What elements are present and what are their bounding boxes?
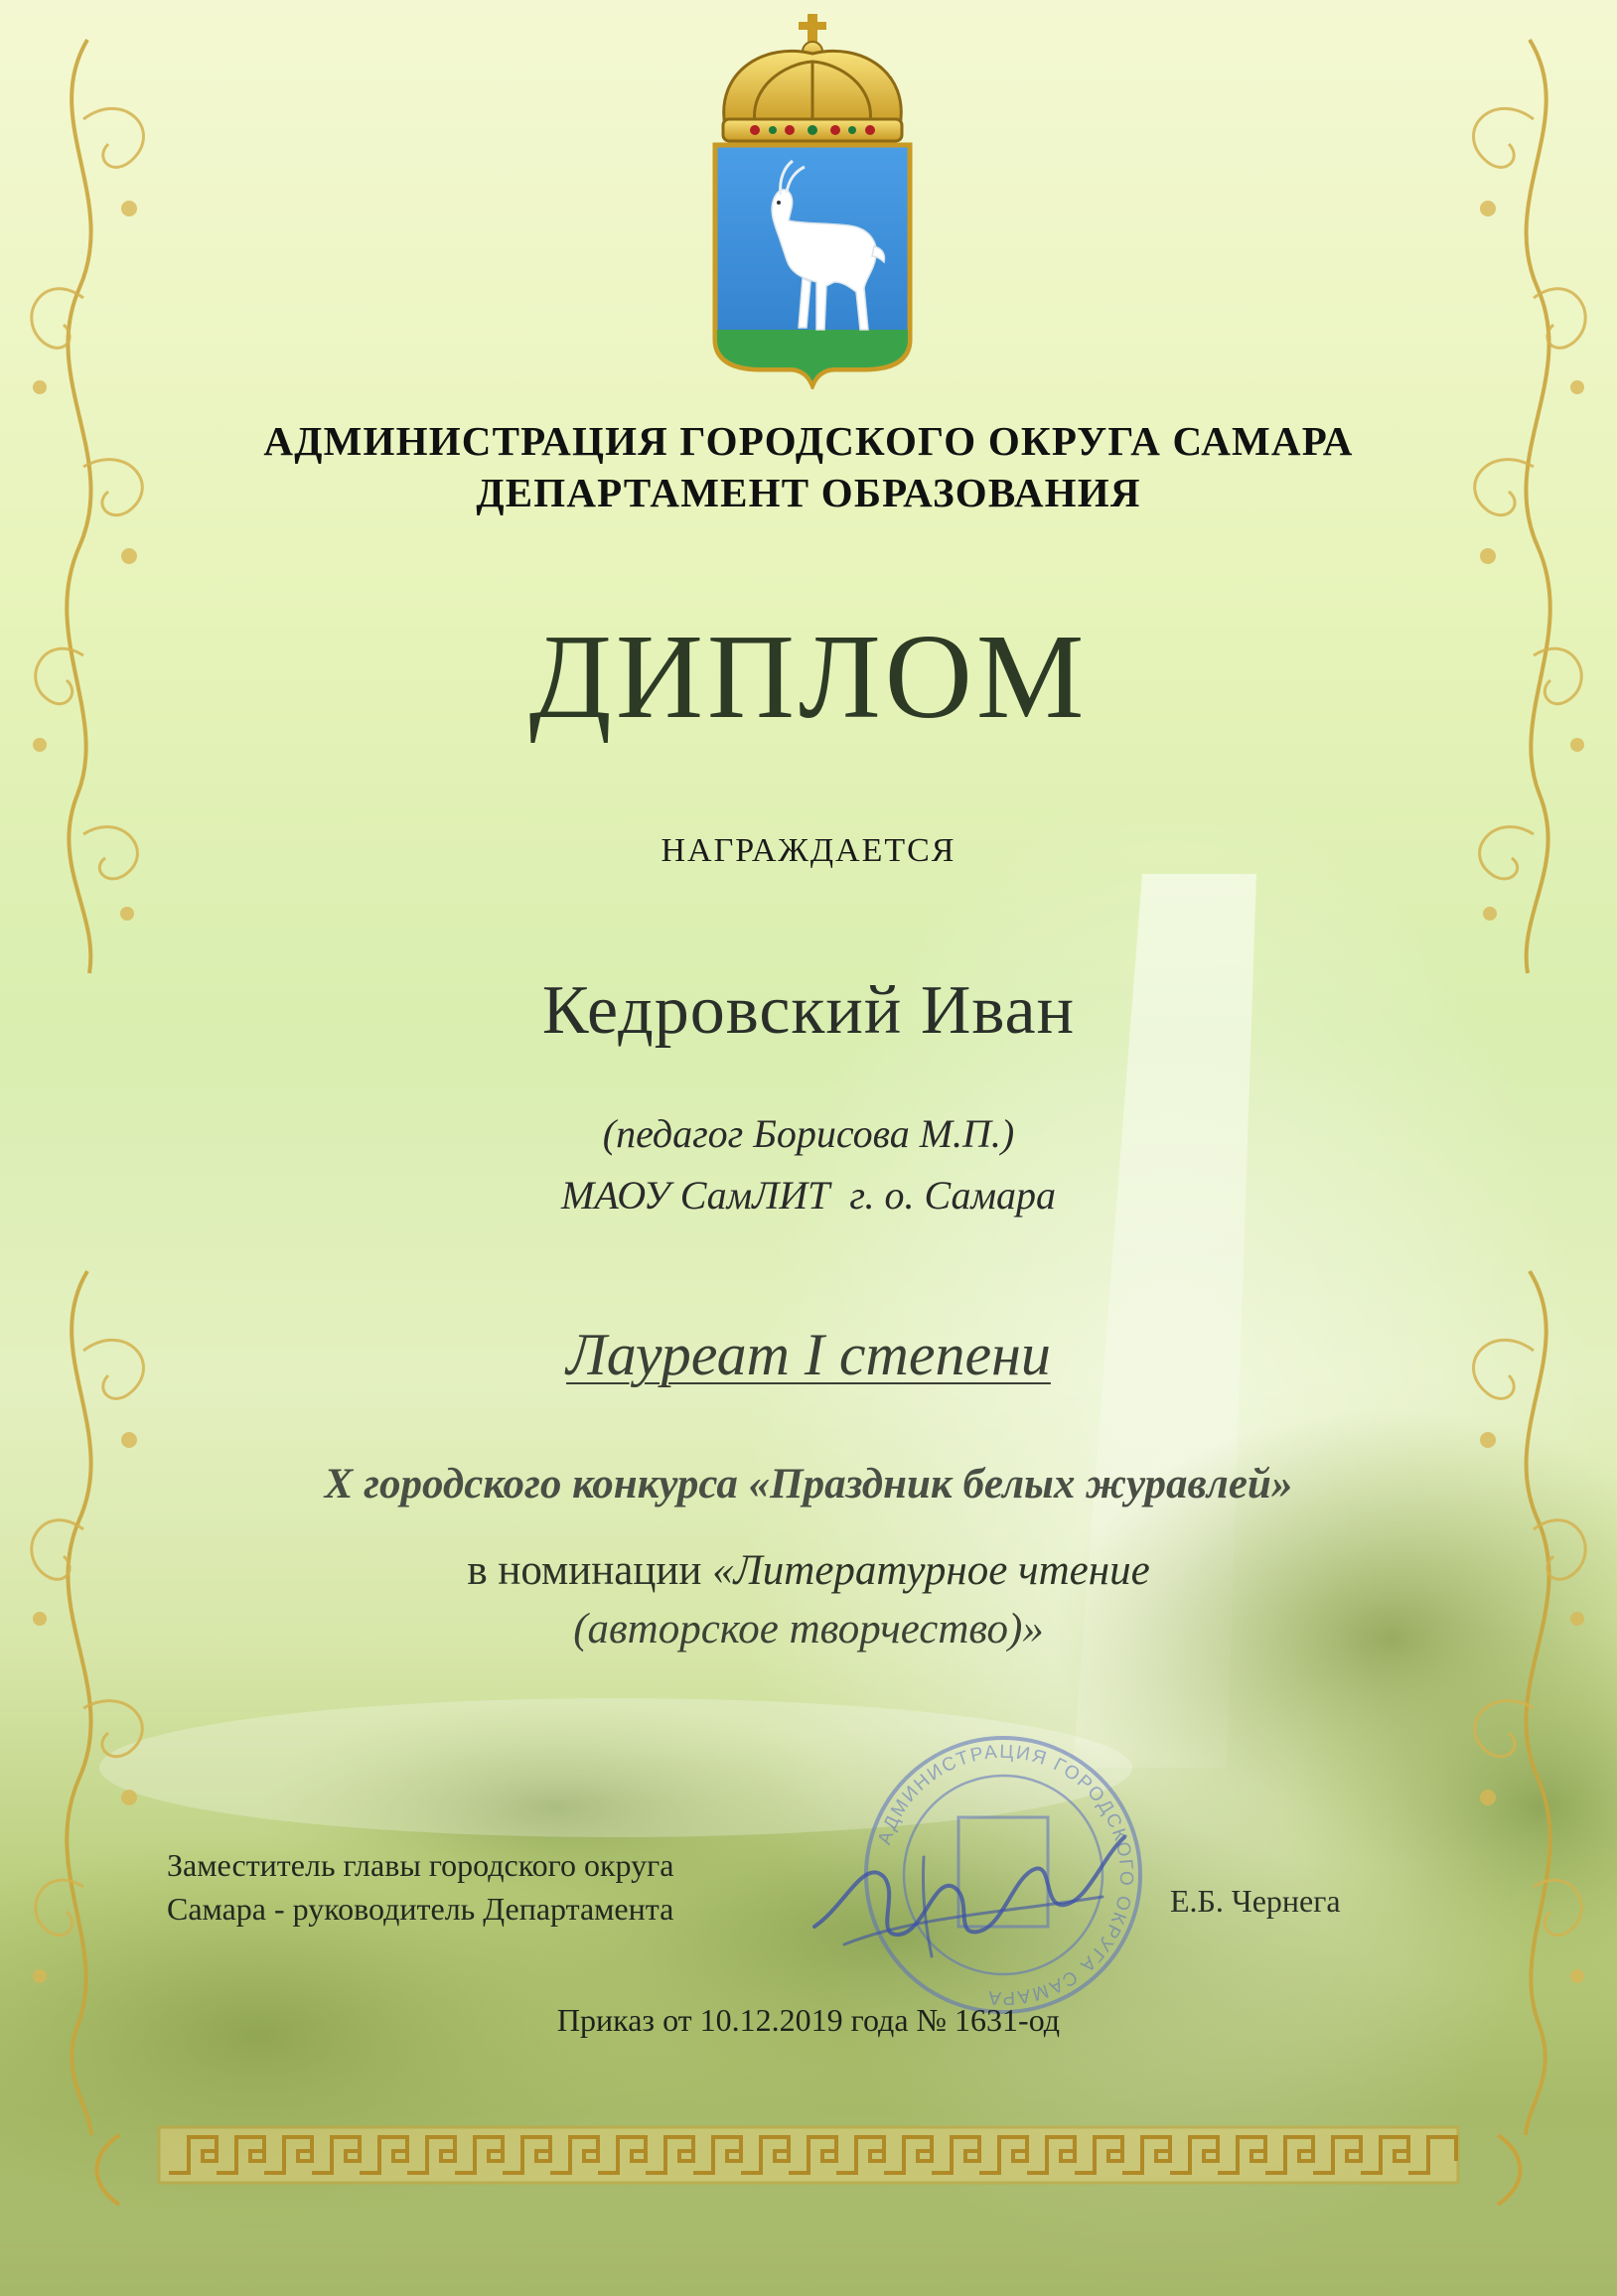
organization-line-2: ДЕПАРТАМЕНТ ОБРАЗОВАНИЯ (476, 470, 1141, 515)
award-degree-text: Лауреат I степени (566, 1322, 1051, 1387)
signatory-position-line-1: Заместитель главы городского округа (167, 1847, 674, 1883)
award-degree (0, 1321, 1617, 1389)
nomination-line-1 (0, 1546, 1617, 1595)
document-title: ДИПЛОМ (528, 610, 1089, 744)
recipient-name: Кедровский Иван (541, 972, 1076, 1049)
contest-line: X городского конкурса «Праздник белых журавлей» (324, 1461, 1293, 1507)
order-reference: Приказ от 10.12.2019 года № 1631-од (556, 2002, 1061, 2038)
signatory-name: Е.Б. Чернега (1170, 1883, 1341, 1919)
nomination-prefix: в номинации (467, 1547, 713, 1594)
signatory-position-line-2: Самара - руководитель Департамента (167, 1891, 674, 1927)
stamp-ring-text: АДМИНИСТРАЦИЯ ГОРОДСКОГО ОКРУГА САМАРА (874, 1741, 1137, 2009)
handwritten-signature (805, 1817, 1132, 1966)
organization-line-1: АДМИНИСТРАЦИЯ ГОРОДСКОГО ОКРУГА САМАРА (263, 418, 1354, 464)
signatory-position (167, 1843, 673, 1931)
teacher-line: (педагог Борисова М.П.) (602, 1111, 1015, 1156)
awarded-label: НАГРАЖДАЕТСЯ (661, 832, 956, 869)
samara-coat-of-arms-icon (695, 12, 930, 389)
nomination-name-part1: «Литературное чтение (712, 1547, 1150, 1594)
school-line: МАОУ СамЛИТ г. о. Самара (561, 1173, 1056, 1218)
nomination-line-2: (авторское творчество)» (573, 1606, 1044, 1652)
